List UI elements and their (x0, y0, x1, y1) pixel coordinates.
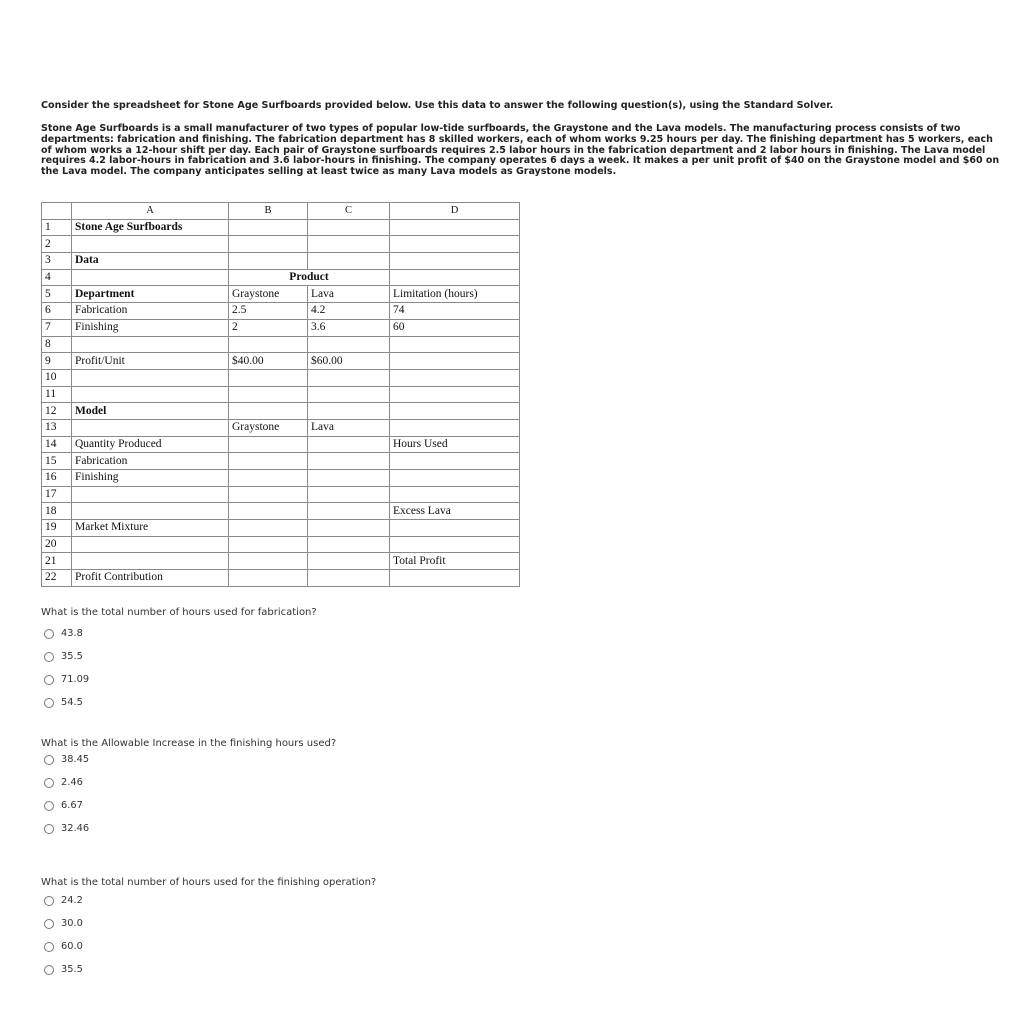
cell-c9: $60.00 (308, 353, 390, 370)
sheet-row (42, 253, 520, 270)
cell-c11 (308, 386, 390, 403)
option-label: 30.0 (61, 918, 83, 929)
cell-b7: 2 (229, 319, 308, 336)
sheet-row (42, 470, 520, 487)
cell-d2 (390, 236, 520, 253)
cell-b15 (229, 453, 308, 470)
cell-d14: Hours Used (390, 436, 520, 453)
cell-b10 (229, 369, 308, 386)
row-number: 5 (42, 286, 72, 303)
row-number: 18 (42, 503, 72, 520)
cell-a7: Finishing (72, 319, 229, 336)
row-number: 7 (42, 319, 72, 336)
sheet-row (42, 453, 520, 470)
sheet-row (42, 353, 520, 370)
cell-b17 (229, 486, 308, 503)
cell-d8 (390, 336, 520, 353)
cell-b13: Graystone (229, 419, 308, 436)
cell-d10 (390, 369, 520, 386)
sheet-row (42, 570, 520, 587)
cell-bc4-product: Product (229, 269, 390, 286)
radio-icon[interactable] (44, 965, 54, 975)
cell-d19 (390, 520, 520, 537)
cell-c15 (308, 453, 390, 470)
question-2-option[interactable] (44, 794, 89, 817)
cell-c14 (308, 436, 390, 453)
cell-b1 (229, 219, 308, 236)
radio-icon[interactable] (44, 629, 54, 639)
cell-b12 (229, 403, 308, 420)
sheet-row (42, 503, 520, 520)
cell-c2 (308, 236, 390, 253)
sheet-row (42, 336, 520, 353)
radio-icon[interactable] (44, 755, 54, 765)
question-3-option[interactable] (44, 958, 83, 981)
spreadsheet-table (41, 202, 520, 587)
cell-b20 (229, 536, 308, 553)
cell-b16 (229, 470, 308, 487)
cell-d7: 60 (390, 319, 520, 336)
sheet-row (42, 486, 520, 503)
sheet-row (42, 319, 520, 336)
row-number: 20 (42, 536, 72, 553)
row-number: 8 (42, 336, 72, 353)
cell-d20 (390, 536, 520, 553)
cell-d12 (390, 403, 520, 420)
cell-c19 (308, 520, 390, 537)
cell-d5: Limitation (hours) (390, 286, 520, 303)
radio-icon[interactable] (44, 698, 54, 708)
cell-c17 (308, 486, 390, 503)
option-label: 35.5 (61, 964, 83, 975)
sheet-row (42, 369, 520, 386)
row-number: 1 (42, 219, 72, 236)
cell-c6: 4.2 (308, 303, 390, 320)
option-label: 60.0 (61, 941, 83, 952)
question-3-option[interactable] (44, 912, 83, 935)
cell-d11 (390, 386, 520, 403)
cell-c7: 3.6 (308, 319, 390, 336)
cell-a2 (72, 236, 229, 253)
cell-d18: Excess Lava (390, 503, 520, 520)
row-number: 10 (42, 369, 72, 386)
cell-a1: Stone Age Surfboards (72, 219, 229, 236)
sheet-row (42, 236, 520, 253)
cell-d17 (390, 486, 520, 503)
option-label: 2.46 (61, 777, 83, 788)
cell-d1 (390, 219, 520, 236)
question-3-option[interactable] (44, 889, 83, 912)
cell-c10 (308, 369, 390, 386)
question-1-options (44, 622, 89, 714)
sheet-row (42, 419, 520, 436)
sheet-row (42, 286, 520, 303)
option-label: 71.09 (61, 674, 90, 685)
row-number: 15 (42, 453, 72, 470)
cell-d15 (390, 453, 520, 470)
option-label: 54.5 (61, 697, 83, 708)
cell-a15: Fabrication (72, 453, 229, 470)
question-2-option[interactable] (44, 748, 89, 771)
cell-a21 (72, 553, 229, 570)
column-header-d: D (390, 203, 520, 220)
question-1-option[interactable] (44, 691, 89, 714)
row-number: 22 (42, 570, 72, 587)
radio-icon[interactable] (44, 801, 54, 811)
intro-title: Consider the spreadsheet for Stone Age Surfboards provided below. Use this data to answer the following question(s), using the Standard Solver. (41, 100, 834, 111)
column-header-row (42, 203, 520, 220)
sheet-row (42, 219, 520, 236)
cell-a14: Quantity Produced (72, 436, 229, 453)
row-number: 2 (42, 236, 72, 253)
option-label: 35.5 (61, 651, 83, 662)
cell-a10 (72, 369, 229, 386)
cell-d13 (390, 419, 520, 436)
question-2-text: What is the Allowable Increase in the finishing hours used? (41, 738, 337, 749)
question-3-option[interactable] (44, 935, 83, 958)
option-label: 43.8 (61, 628, 83, 639)
option-label: 6.67 (61, 800, 83, 811)
sheet-row (42, 436, 520, 453)
cell-a8 (72, 336, 229, 353)
cell-d22 (390, 570, 520, 587)
cell-d9 (390, 353, 520, 370)
cell-a12: Model (72, 403, 229, 420)
cell-c21 (308, 553, 390, 570)
sheet-row (42, 303, 520, 320)
question-2-option[interactable] (44, 817, 89, 840)
cell-d16 (390, 470, 520, 487)
cell-c20 (308, 536, 390, 553)
cell-d6: 74 (390, 303, 520, 320)
row-number: 21 (42, 553, 72, 570)
sheet-row (42, 269, 520, 286)
cell-b9: $40.00 (229, 353, 308, 370)
cell-a17 (72, 486, 229, 503)
cell-b6: 2.5 (229, 303, 308, 320)
row-number: 11 (42, 386, 72, 403)
cell-c12 (308, 403, 390, 420)
cell-a9: Profit/Unit (72, 353, 229, 370)
row-number: 17 (42, 486, 72, 503)
cell-a11 (72, 386, 229, 403)
cell-a20 (72, 536, 229, 553)
cell-d3 (390, 253, 520, 270)
row-number: 4 (42, 269, 72, 286)
radio-icon[interactable] (44, 896, 54, 906)
column-header-b: B (229, 203, 308, 220)
cell-a13 (72, 419, 229, 436)
column-header-c: C (308, 203, 390, 220)
sheet-row (42, 536, 520, 553)
cell-a6: Fabrication (72, 303, 229, 320)
sheet-row (42, 520, 520, 537)
cell-c1 (308, 219, 390, 236)
question-1-option[interactable] (44, 668, 89, 691)
question-3-text: What is the total number of hours used for the finishing operation? (41, 877, 377, 888)
cell-b5: Graystone (229, 286, 308, 303)
option-label: 24.2 (61, 895, 83, 906)
cell-c22 (308, 570, 390, 587)
question-1-option[interactable] (44, 622, 89, 645)
cell-c8 (308, 336, 390, 353)
option-label: 32.46 (61, 823, 90, 834)
cell-a16: Finishing (72, 470, 229, 487)
cell-b22 (229, 570, 308, 587)
cell-d21: Total Profit (390, 553, 520, 570)
cell-d4 (390, 269, 520, 286)
cell-b21 (229, 553, 308, 570)
question-1-option[interactable] (44, 645, 89, 668)
radio-icon[interactable] (44, 675, 54, 685)
cell-c3 (308, 253, 390, 270)
question-3-options (44, 889, 83, 981)
cell-a5: Department (72, 286, 229, 303)
cell-a4 (72, 269, 229, 286)
cell-c13: Lava (308, 419, 390, 436)
row-number: 9 (42, 353, 72, 370)
radio-icon[interactable] (44, 652, 54, 662)
sheet-row (42, 403, 520, 420)
cell-b3 (229, 253, 308, 270)
radio-icon[interactable] (44, 824, 54, 834)
question-2-option[interactable] (44, 771, 89, 794)
cell-a3: Data (72, 253, 229, 270)
question-2-options (44, 748, 89, 840)
cell-c5: Lava (308, 286, 390, 303)
row-number: 19 (42, 520, 72, 537)
row-number: 12 (42, 403, 72, 420)
cell-b2 (229, 236, 308, 253)
cell-a22: Profit Contribution (72, 570, 229, 587)
cell-a19: Market Mixture (72, 520, 229, 537)
cell-b8 (229, 336, 308, 353)
radio-icon[interactable] (44, 919, 54, 929)
column-header-a: A (72, 203, 229, 220)
cell-b18 (229, 503, 308, 520)
cell-b14 (229, 436, 308, 453)
sheet-row (42, 386, 520, 403)
row-number: 16 (42, 470, 72, 487)
row-number: 13 (42, 419, 72, 436)
option-label: 38.45 (61, 754, 90, 765)
cell-b19 (229, 520, 308, 537)
intro-body: Stone Age Surfboards is a small manufacturer of two types of popular low-tide surfboards, the Graystone and the Lava models. The manufacturing process consists of two departments: fabrication and finishing. The fabrication department has 8 skilled workers, each of whom works 9.25 hours per day. The finishing department has 5 workers, each of whom works a 12-hour shift per day. Each pair of Graystone surfboards requires 2.5 labor hours in the fabrication department and 2 labor hours in finishing. The Lava model requires 4.2 labor-hours in fabrication and 3.6 labor-hours in finishing. The company operates 6 days a week. It makes a per unit profit of $40 on the Graystone model and $60 on the Lava model. The company anticipates selling at least twice as many Lava models as Graystone models. (41, 123, 1000, 178)
row-number: 6 (42, 303, 72, 320)
cell-a18 (72, 503, 229, 520)
cell-c18 (308, 503, 390, 520)
row-number: 14 (42, 436, 72, 453)
radio-icon[interactable] (44, 942, 54, 952)
sheet-row (42, 553, 520, 570)
cell-b11 (229, 386, 308, 403)
question-1-text: What is the total number of hours used for fabrication? (41, 607, 317, 618)
row-number: 3 (42, 253, 72, 270)
radio-icon[interactable] (44, 778, 54, 788)
corner-cell (42, 203, 72, 220)
cell-c16 (308, 470, 390, 487)
